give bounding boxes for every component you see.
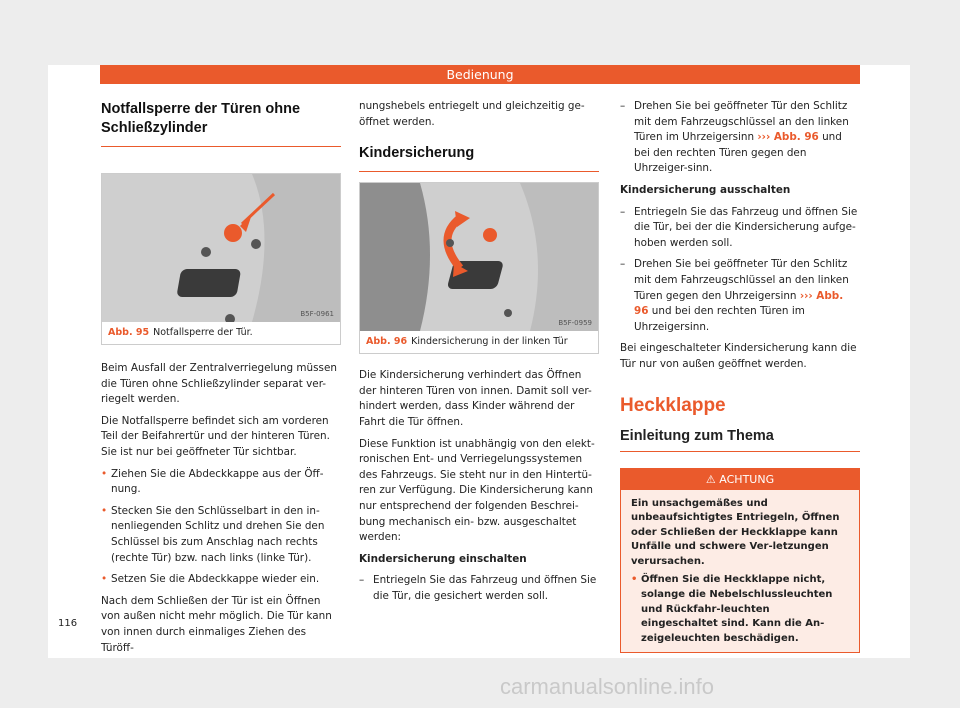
door-lock-illustration xyxy=(102,174,340,322)
paragraph: Bei eingeschalteter Kindersicherung kann die Tür nur von außen geöffnet werden. xyxy=(620,342,857,370)
paragraph: Diese Funktion ist unabhängig von den elekt-ronischen Ent- und Verriegelungssystemen des Fahrzeugs. Sie steht nur in den Hintertü-ren zur Verfügung. Die Kindersicherung kann nur entsprechend der folgenden Beschrei-bung mechanisch ein- bzw. ausgeschaltet werden: xyxy=(359,437,595,544)
section-title: Kindersicherung xyxy=(359,145,475,162)
figure-caption: Abb. 96 Kindersicherung in der linken Tür xyxy=(366,336,568,348)
paragraph: Nach dem Schließen der Tür ist ein Öffnen von außen nicht mehr möglich. Die Tür kann von innen durch einmaliges Ziehen des Türöff- xyxy=(101,594,332,654)
section-title: Notfallsperre der Türen ohne Schließzylinder xyxy=(101,96,341,147)
column-1 xyxy=(101,96,341,662)
warning-body xyxy=(621,490,859,653)
figure-96 xyxy=(359,182,599,354)
warning-bullet: • Öffnen Sie die Heckklappe nicht, solange die Nebelschlussleuchten und Rückfahr-leuchten eingeschaltet sind. Kann die An-zeigeleuchten beschädigen. xyxy=(631,573,849,646)
child-lock-illustration xyxy=(360,183,598,331)
section-header: Bedienung xyxy=(100,65,860,84)
column-3 xyxy=(620,99,860,653)
figure-reference-link[interactable]: ››› Abb. 96 xyxy=(634,289,844,318)
warning-box xyxy=(620,468,860,654)
watermark: carmanualsonline.info xyxy=(500,674,715,699)
bullet-item: • Setzen Sie die Abdeckkappe wieder ein. xyxy=(101,572,341,588)
warning-text: Ein unsachgemäßes und unbeaufsichtigtes Entriegeln, Öffnen oder Schließen der Heckklappe kann Unfälle und schwere Ver-letzungen verursachen. xyxy=(631,497,840,567)
paragraph: Beim Ausfall der Zentralverriegelung müssen die Türen ohne Schließzylinder separat ver-riegelt werden. xyxy=(101,362,337,406)
section-title: Einleitung zum Thema xyxy=(620,427,860,452)
step-item: – Drehen Sie bei geöffneter Tür den Schlitz mit dem Fahrzeugschlüssel an den linken Türen im Uhrzeigersinn ››› Abb. 96 und bei den rechten Türen gegen den Uhrzeiger-sinn. xyxy=(620,99,860,177)
figure-95-image xyxy=(102,174,340,322)
paragraph: Die Notfallsperre befindet sich am vorderen Teil der Beifahrertür und der hinteren Türen. Sie ist nur bei geöffneter Tür sichtbar. xyxy=(101,414,330,458)
column-2 xyxy=(359,99,599,611)
page-number: 116 xyxy=(58,618,78,629)
figure-95 xyxy=(101,173,341,345)
subheading: Kindersicherung einschalten xyxy=(359,552,527,565)
bullet-item: • Ziehen Sie die Abdeckkappe aus der Öff-nung. xyxy=(101,467,341,498)
subheading: Kindersicherung ausschalten xyxy=(620,183,791,196)
paragraph: nungshebels entriegelt und gleichzeitig ge-öffnet werden. xyxy=(359,100,585,128)
figure-caption: Abb. 95 Notfallsperre der Tür. xyxy=(108,327,253,338)
chapter-title: Heckklappe xyxy=(620,394,726,416)
warning-icon: ⚠ xyxy=(705,472,716,486)
divider xyxy=(359,171,599,172)
figure-code: B5F-0959 xyxy=(558,319,592,328)
warning-header: ⚠ ACHTUNG xyxy=(621,469,859,490)
figure-reference-link[interactable]: ››› Abb. 96 xyxy=(757,131,819,144)
bullet-item: • Stecken Sie den Schlüsselbart in den in-nenliegenden Schlitz und drehen Sie den Schlüssel bis zum Anschlag nach rechts (rechte Tür) bzw. nach links (linke Tür). xyxy=(101,504,341,566)
step-item: – Drehen Sie bei geöffneter Tür den Schlitz mit dem Fahrzeugschlüssel an den linken Türen gegen den Uhrzeigersinn ››› Abb. 96 und bei den rechten Türen im Uhrzeigersinn. xyxy=(620,257,860,335)
paragraph: Die Kindersicherung verhindert das Öffnen der hinteren Türen von innen. Damit soll ver-hindert werden, dass Kinder während der Fahrt die Tür öffnen. xyxy=(359,369,592,428)
figure-code: B5F-0961 xyxy=(300,310,334,318)
step-item: – Entriegeln Sie das Fahrzeug und öffnen Sie die Tür, bei der die Kindersicherung aufge-hoben werden soll. xyxy=(620,205,860,252)
figure-96-image xyxy=(360,183,598,331)
step-item: – Entriegeln Sie das Fahrzeug und öffnen Sie die Tür, die gesichert werden soll. xyxy=(359,573,599,604)
